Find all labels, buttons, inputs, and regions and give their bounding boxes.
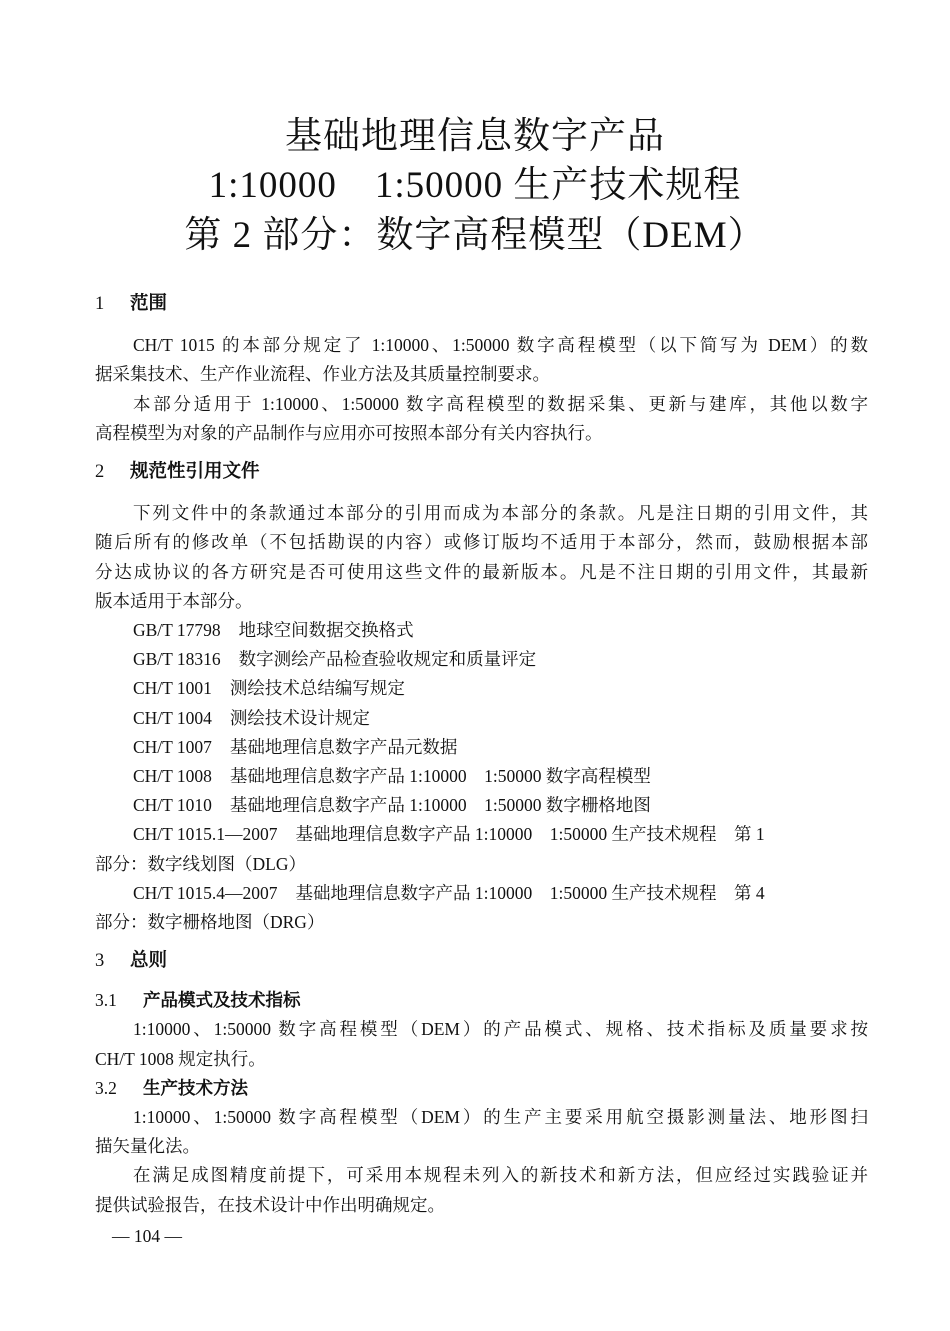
reference-title: 地球空间数据交换格式 xyxy=(238,620,414,641)
page-number: — 104 — xyxy=(112,1226,182,1246)
section-heading xyxy=(95,290,868,319)
reference-title: 基础地理信息数字产品 1:10000 1:50000 生产技术规程 第 4 xyxy=(295,882,765,903)
reference-code: CH/T 1004 xyxy=(133,707,212,728)
paragraph-line: CH/T 1008 规定执行。 xyxy=(95,1048,266,1069)
section-title: 总则 xyxy=(130,951,168,971)
reference-item xyxy=(95,674,868,703)
paragraph-line: 提供试验报告，在技术设计中作出明确规定。 xyxy=(95,1194,445,1215)
subsection-heading xyxy=(95,1074,868,1103)
reference-item xyxy=(95,616,868,645)
subsection-title: 生产技术方法 xyxy=(143,1077,248,1098)
reference-code: GB/T 18316 xyxy=(133,649,221,670)
paragraph-line: 下列文件中的条款通过本部分的引用而成为本部分的条款。凡是注日期的引用文件，其 xyxy=(133,503,868,524)
section-1 xyxy=(95,290,868,448)
paragraph-line: 版本适用于本部分。 xyxy=(95,590,253,611)
reference-code: CH/T 1015.1—2007 xyxy=(133,824,278,845)
reference-title: 测绘技术设计规定 xyxy=(229,707,370,728)
doc-title-line-3: 第 2 部分：数字高程模型（DEM） xyxy=(184,215,766,256)
section-title: 范围 xyxy=(130,294,168,314)
reference-title: 基础地理信息数字产品元数据 xyxy=(229,736,458,757)
reference-title: 基础地理信息数字产品 1:10000 1:50000 数字高程模型 xyxy=(229,766,651,787)
paragraph-line: 在满足成图精度前提下，可采用本规程未列入的新技术和新方法，但应经过实践验证并 xyxy=(133,1165,868,1186)
reference-code: CH/T 1008 xyxy=(133,766,212,787)
reference-code: CH/T 1010 xyxy=(133,795,212,816)
reference-code: CH/T 1001 xyxy=(133,678,212,699)
section-number: 3 xyxy=(95,951,105,971)
paragraph-line: 分达成协议的各方研究是否可使用这些文件的最新版本。凡是不注日期的引用文件，其最新 xyxy=(95,561,868,582)
section-number: 1 xyxy=(95,294,105,314)
reference-item xyxy=(95,733,868,762)
paragraph-line: 据采集技术、生产作业流程、作业方法及其质量控制要求。 xyxy=(95,364,550,385)
subsection-number: 3.2 xyxy=(95,1077,117,1098)
reference-item xyxy=(95,645,868,674)
subsection-title: 产品模式及技术指标 xyxy=(143,990,301,1011)
paragraph-line: 1:10000、1:50000 数字高程模型（DEM）的生产主要采用航空摄影测量法、地形图扫 xyxy=(133,1107,868,1128)
doc-title-line-2: 1:10000 1:50000 生产技术规程 xyxy=(208,165,742,206)
reference-title: 数字测绘产品检查验收规定和质量评定 xyxy=(238,649,537,670)
reference-item xyxy=(95,820,868,849)
paragraph-line: 描矢量化法。 xyxy=(95,1136,200,1157)
reference-title: 测绘技术总结编写规定 xyxy=(229,678,405,699)
subsection-heading xyxy=(95,986,868,1015)
section-2 xyxy=(95,458,868,937)
reference-item xyxy=(95,704,868,733)
section-heading xyxy=(95,947,868,976)
reference-code: GB/T 17798 xyxy=(133,620,221,641)
reference-item xyxy=(95,762,868,791)
paragraph-line: 本部分适用于 1:10000、1:50000 数字高程模型的数据采集、更新与建库，其他以数字 xyxy=(133,393,868,414)
reference-code: CH/T 1007 xyxy=(133,736,212,757)
reference-title: 基础地理信息数字产品 1:10000 1:50000 数字栅格地图 xyxy=(229,795,651,816)
subsection-number: 3.1 xyxy=(95,990,117,1011)
section-number: 2 xyxy=(95,462,105,482)
paragraph-line: 随后所有的修改单（不包括勘误的内容）或修订版均不适用于本部分，然而，鼓励根据本部 xyxy=(95,532,868,553)
reference-continuation: 部分：数字栅格地图（DRG） xyxy=(95,912,325,933)
reference-item xyxy=(95,791,868,820)
doc-title-line-1: 基础地理信息数字产品 xyxy=(285,116,665,157)
reference-code: CH/T 1015.4—2007 xyxy=(133,882,278,903)
reference-continuation: 部分：数字线划图（DLG） xyxy=(95,853,306,874)
section-heading xyxy=(95,458,868,487)
reference-item xyxy=(95,879,868,908)
reference-title: 基础地理信息数字产品 1:10000 1:50000 生产技术规程 第 1 xyxy=(295,824,765,845)
section-title: 规范性引用文件 xyxy=(130,462,260,482)
paragraph-line: 高程模型为对象的产品制作与应用亦可按照本部分有关内容执行。 xyxy=(95,422,603,443)
paragraph-line: 1:10000、1:50000 数字高程模型（DEM）的产品模式、规格、技术指标及质量要求按 xyxy=(133,1019,868,1040)
paragraph-line: CH/T 1015 的本部分规定了 1:10000、1:50000 数字高程模型（以下简写为 DEM）的数 xyxy=(133,335,868,356)
section-3 xyxy=(95,947,868,1220)
